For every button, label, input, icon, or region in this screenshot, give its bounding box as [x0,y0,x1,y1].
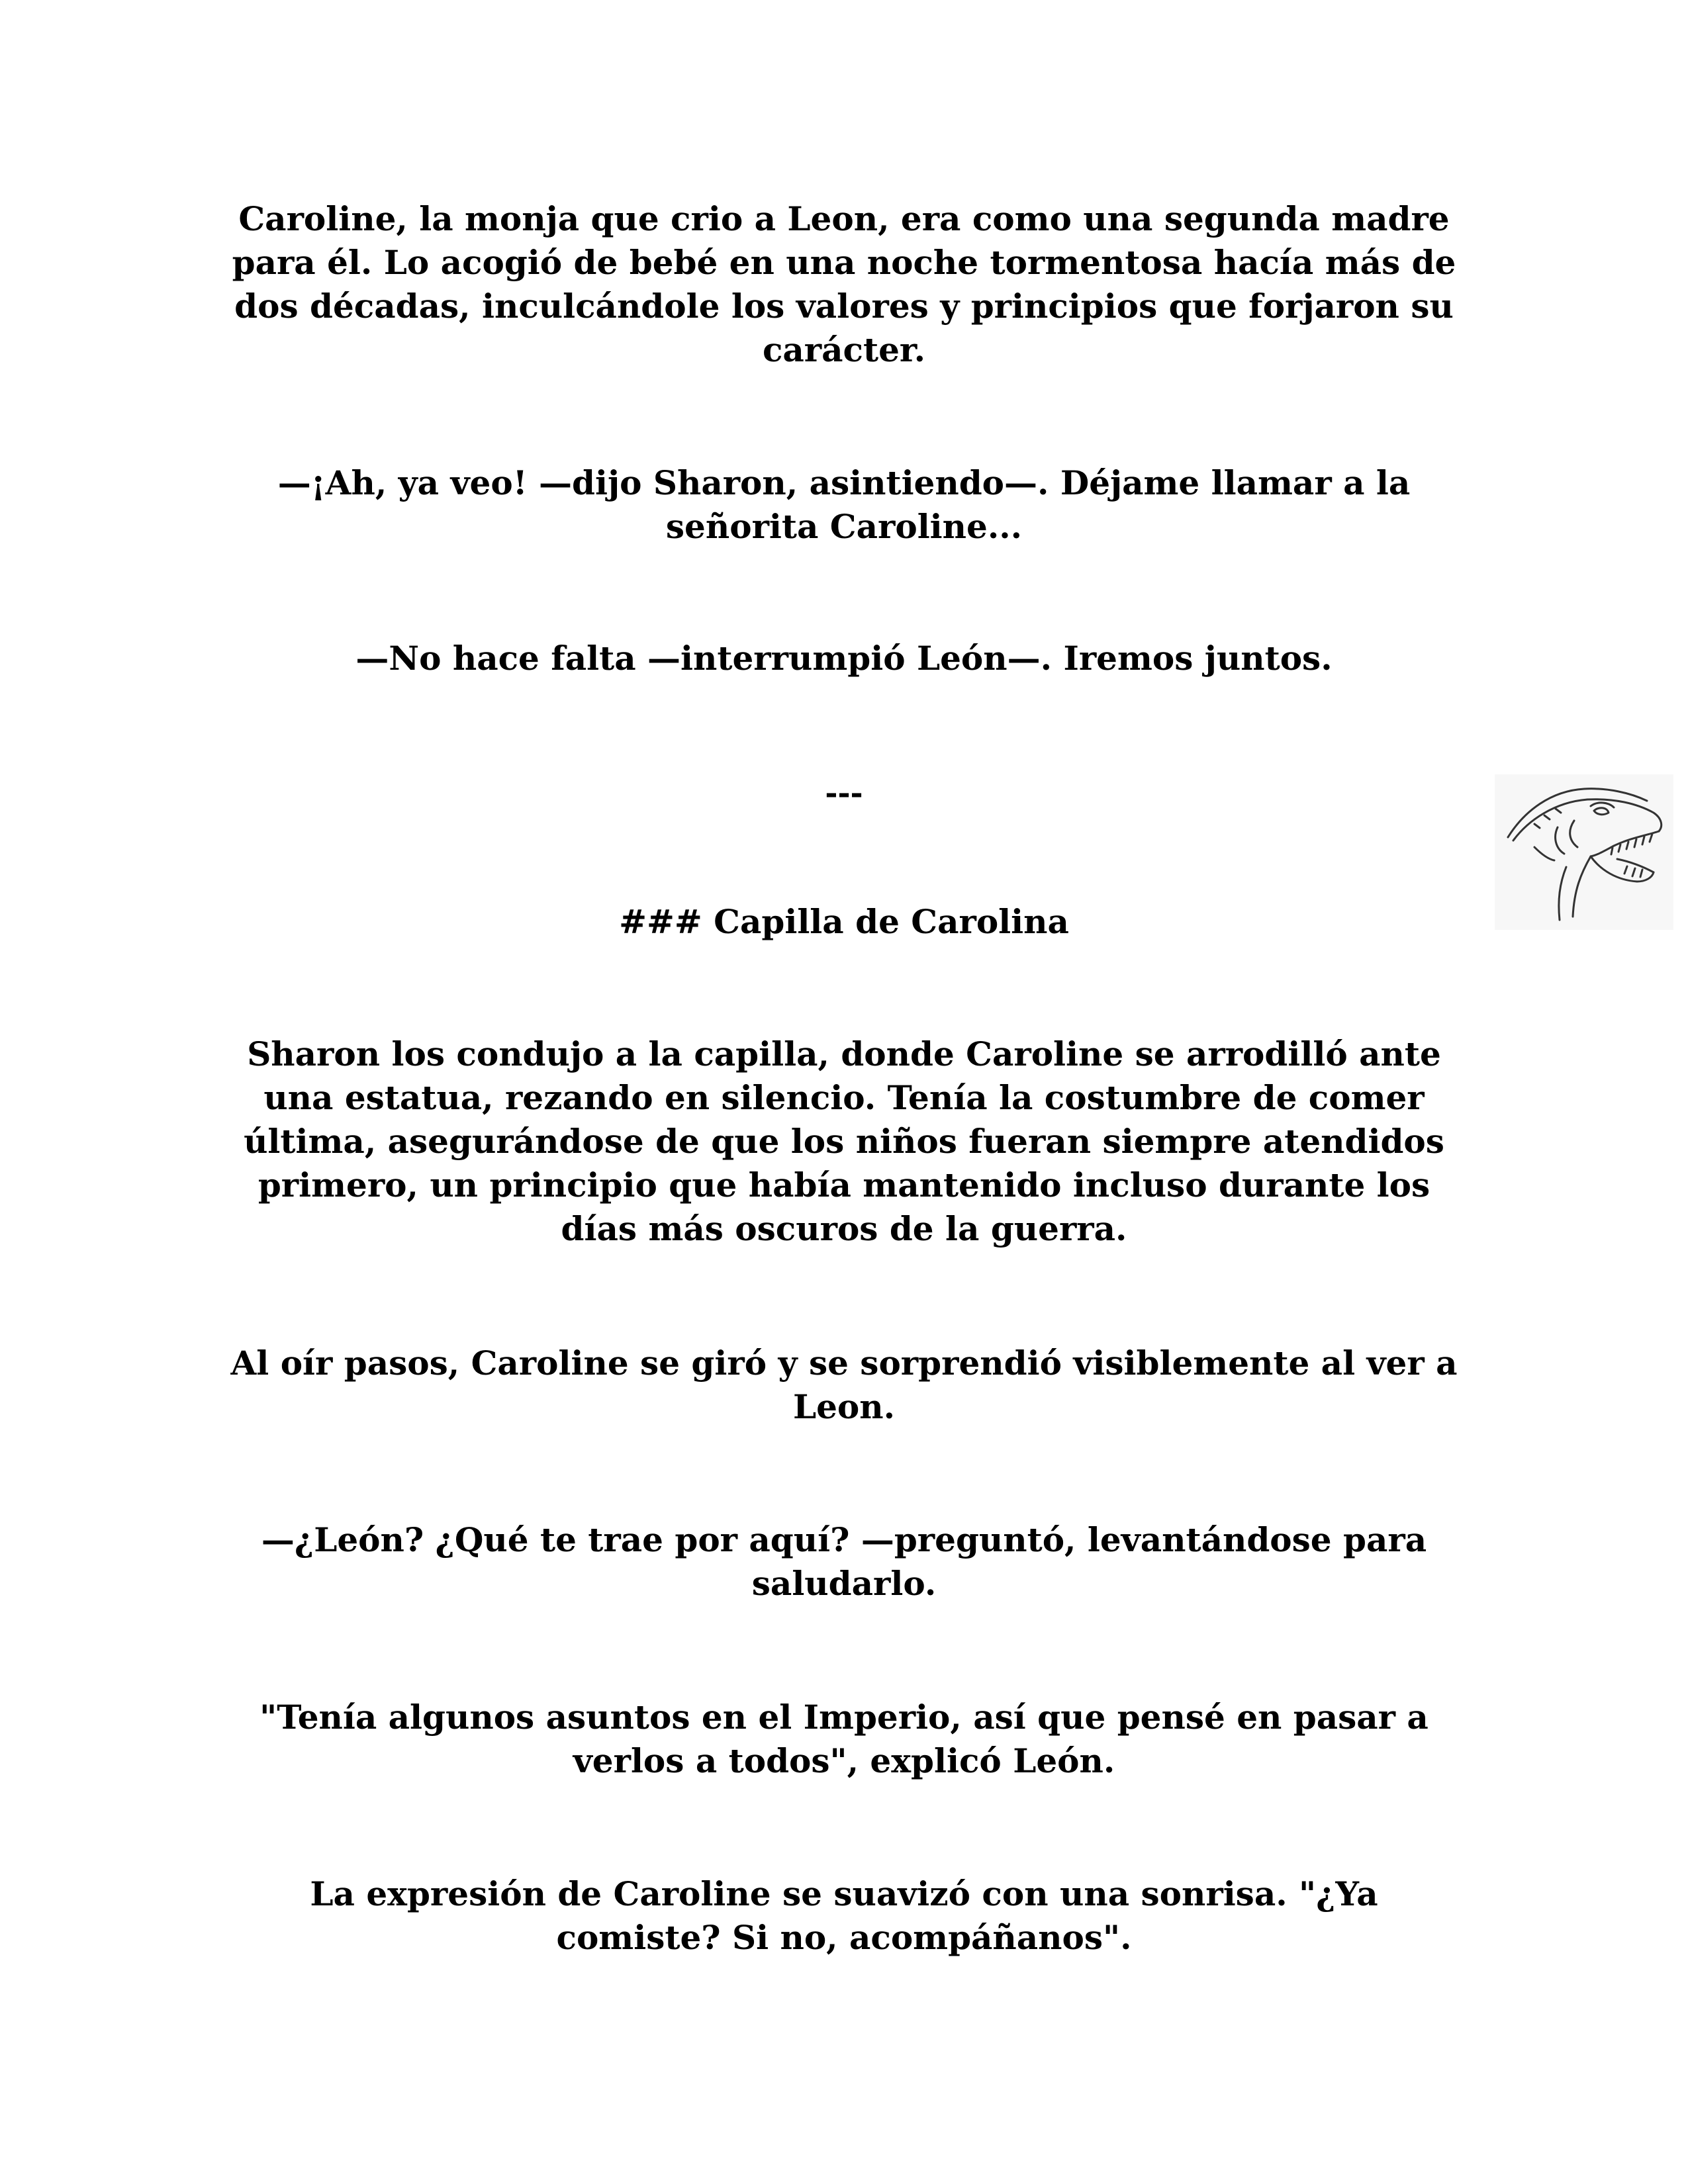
paragraph-dialogue-caroline: —¿León? ¿Qué te trae por aquí? —preguntó, levantándose para saludarlo. [261,1520,1427,1603]
paragraph-caroline-turns: Al oír pasos, Caroline se giró y se sorprendió visiblemente al ver a Leon. [230,1343,1458,1426]
section-heading: ### Capilla de Carolina [619,902,1069,941]
paragraph-leon-explains: "Tenía algunos asuntos en el Imperio, así que pensé en pasar a verlos a todos", explicó León. [259,1698,1429,1780]
paragraph-chapel: Sharon los condujo a la capilla, donde Caroline se arrodilló ante una estatua, rezando en silencio. Tenía la costumbre de comer última, asegurándose de que los niños fueran siempre atendidos primero, un principio que había mantenido incluso durante los días más oscuros de la guerra. [244,1034,1444,1248]
paragraph-intro: Caroline, la monja que crio a Leon, era como una segunda madre para él. Lo acogió de bebé en una noche tormentosa hacía más de dos décadas, inculcándole los valores y principios que forjaron su carácter. [232,199,1456,369]
section-separator: --- [825,775,863,811]
paragraph-dialogue-sharon: —¡Ah, ya veo! —dijo Sharon, asintiendo—. Déjame llamar a la señorita Caroline... [277,463,1411,546]
paragraph-dialogue-leon: —No hace falta —interrumpió León—. Iremos juntos. [355,639,1333,678]
dinosaur-head-sketch-icon [1495,774,1673,930]
paragraph-caroline-smiles: La expresión de Caroline se suavizó con una sonrisa. "¿Ya comiste? Si no, acompáñanos". [310,1874,1378,1957]
